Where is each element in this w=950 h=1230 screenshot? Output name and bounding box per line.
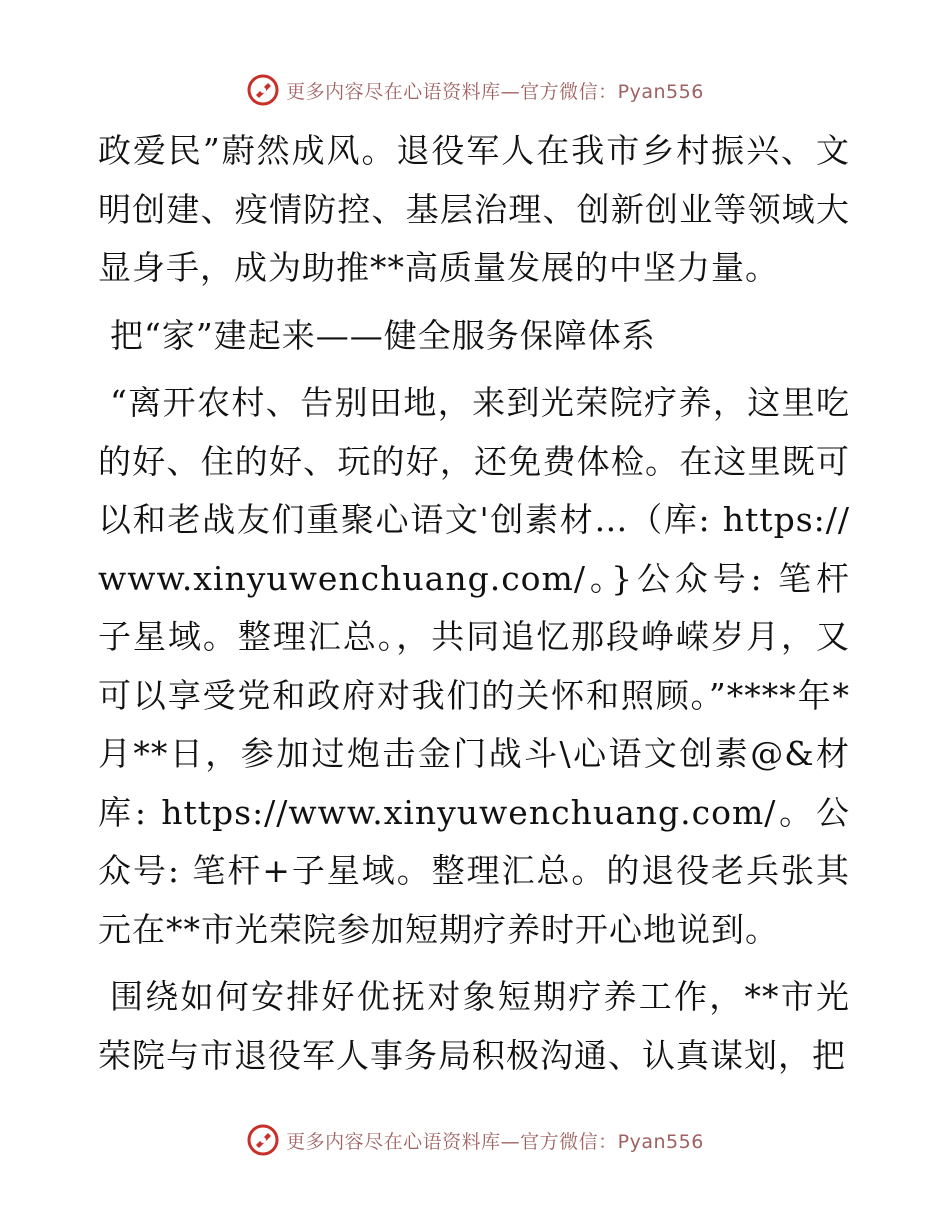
section-heading: 把“家”建起来——健全服务保障体系 — [110, 315, 656, 355]
paragraph-2: “离开农村、告别田地，来到光荣院疗养，这里吃的好、住的好、玩的好，还免费体检。在这里既可以和老战友们重聚心语文'创素材…（库: https://www.xinyuwenchuang.com/。}公众号: 笔杆子星域。整理汇总。，共同追忆那段峥嵘岁月，又可以享受党和政府对我们的关怀和照顾。”****年*月**日，参加过炮击金门战斗\心语文创素@&材库: https://www.xinyuwenchuang.com/。公众号: 笔杆+子星域。整理汇总。的退役老兵张其元在**市光荣院参加短期疗养时开心地说到。 — [98, 383, 850, 949]
logo-icon — [246, 1123, 280, 1157]
footer-watermark — [0, 1122, 950, 1158]
watermark-text: 更多内容尽在心语资料库—官方微信：Pyan556 — [286, 80, 704, 103]
paragraph-1: 政爱民”蔚然成风。退役军人在我市乡村振兴、文明创建、疫情防控、基层治理、创新创业等领域大显身手，成为助推**高质量发展的中坚力量。 — [98, 131, 850, 287]
watermark-text: 更多内容尽在心语资料库—官方微信：Pyan556 — [286, 1130, 704, 1153]
logo-icon — [246, 73, 280, 107]
document-body — [98, 122, 850, 1085]
header-watermark — [0, 72, 950, 108]
paragraph-3: 围绕如何安排好优抚对象短期疗养工作，**市光荣院与市退役军人事务局积极沟通、认真谋划，把 — [98, 977, 850, 1075]
